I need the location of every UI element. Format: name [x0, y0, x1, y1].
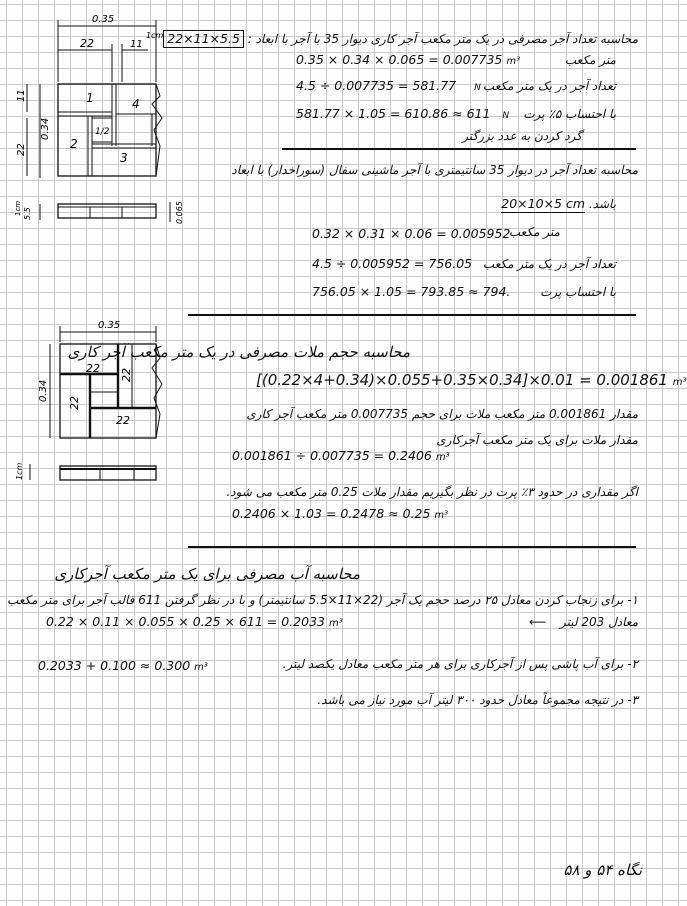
section1-note: گرد کردن به عدد بزرگتر — [462, 129, 582, 143]
section1-eq2-unit: N — [474, 83, 481, 93]
dim-brick-long: 22 — [80, 37, 94, 50]
section1-eq3-unit: N — [502, 111, 510, 121]
section1-eq2 — [296, 78, 481, 96]
section3-eq1 — [256, 372, 687, 391]
section2-title-end: باشد. — [588, 197, 616, 211]
dim2-height-total: 0.34 — [38, 379, 49, 402]
section3-eq3-unit: m³ — [434, 510, 449, 521]
section2-divider — [188, 314, 636, 316]
section2-label-count: تعداد آجر در یک متر مکعب — [482, 257, 616, 271]
section1-title — [163, 30, 638, 48]
section2-label-waste: با احتساب پرت — [540, 285, 616, 299]
section1-label-waste: با احتساب ۵٪ پرت — [523, 107, 616, 121]
section2-dims-line — [501, 196, 616, 213]
section1-title-text: محاسبه تعداد آجر مصرفی در یک متر مکعب آجر کاری دیوار 35 با آجر با ابعاد : — [247, 32, 638, 46]
section4-eq1-unit: m³ — [328, 618, 343, 629]
dim-brick-short: 11 — [130, 39, 143, 50]
section1-label-per-m3: متر مکعب — [564, 53, 616, 67]
section1-eq3-text: 581.77 × 1.05 = 610.86 ≈ 611 — [296, 106, 491, 121]
section4-item1-cont — [529, 614, 638, 630]
section4-title: محاسبه آب مصرفی برای یک متر مکعب آجرکاری — [54, 565, 360, 583]
dim-height-total: 0.34 — [40, 117, 51, 140]
section3-title: محاسبه حجم ملات مصرفی در یک متر مکعب آجر کاری — [67, 343, 410, 361]
section3-line3: مقدار ملات برای یک متر مکعب آجرکاری — [436, 433, 638, 447]
section3-eq1-unit: m³ — [672, 377, 687, 388]
brick-num-4: 4 — [132, 97, 140, 111]
section3-eq2 — [232, 448, 450, 466]
dim2-label-c: 22 — [68, 396, 81, 410]
section2-eq1: 0.32 × 0.31 × 0.06 = 0.005952 — [312, 226, 511, 241]
section2-label-per-m3: متر مکعب — [508, 225, 560, 239]
section1-label-count: تعداد آجر در یک متر مکعب — [482, 79, 616, 93]
dim2-label-a: 22 — [86, 362, 100, 375]
section3-eq2-text: 0.001861 ÷ 0.007735 = 0.2406 — [232, 448, 432, 463]
dim-course-height: 0.065 — [175, 201, 184, 224]
section4-item1: ۱- برای زنجاب کردن معادل ۲۵ درصد حجم یک آجر (22×11×5.5 سانتیمتر) و با در نظر گرفتن 611 قالب آجر برای متر مکعب — [6, 593, 638, 607]
section4-item3: ۳- در نتیجه مجموعاً معادل حدود ۳۰۰ لیتر آب مورد نیاز می باشد. — [317, 693, 638, 707]
section4-item1-cont-text: معادل 203 لیتر — [560, 615, 638, 629]
section2-eq2: 4.5 ÷ 0.005952 = 756.05 — [312, 256, 473, 271]
section1-eq3 — [296, 106, 509, 124]
dim2-joint: 1cm — [15, 462, 24, 480]
dim-course-left: 5.5 — [23, 207, 32, 220]
section4-eq1-text: 0.22 × 0.11 × 0.055 × 0.25 × 611 = 0.2033 — [46, 614, 325, 629]
section3-divider — [188, 546, 636, 548]
dim-11-left: 11 — [16, 89, 27, 102]
dim2-label-b: 22 — [120, 368, 133, 382]
section2-eq3: 756.05 × 1.05 = 793.85 ≈ 794. — [312, 284, 511, 299]
brick-plan-diagram-1 — [0, 0, 190, 240]
dim-1cm-top: 1cm — [146, 31, 164, 40]
section1-eq1-text: 0.35 × 0.34 × 0.065 = 0.007735 — [296, 52, 503, 67]
brick-plan-diagram-2 — [0, 310, 200, 490]
dim2-width-total: 0.35 — [98, 320, 121, 331]
section1-eq1 — [296, 52, 520, 70]
section1-divider — [282, 148, 636, 150]
brick-num-2: 2 — [70, 137, 78, 151]
section1-eq1-unit: m³ — [506, 56, 521, 67]
arrow-left-icon: ⟵ — [528, 615, 547, 629]
brick-num-3: 3 — [120, 151, 128, 165]
section3-line4: اگر مقداری در حدود ۳٪ پرت در نظر بگیریم مقدار ملات 0.25 متر مکعب می شود. — [226, 485, 638, 499]
section4-eq2 — [38, 658, 208, 676]
section3-eq1-text: [(0.22×4+0.34)×0.055+0.35×0.34]×0.01 = 0.001861 — [256, 371, 668, 389]
section4-eq1 — [46, 614, 343, 632]
dim-22-left: 22 — [16, 143, 27, 156]
section2-brick-dims: 20×10×5 cm — [501, 196, 585, 211]
section3-line2: مقدار 0.001861 متر مکعب ملات برای حجم 0.007735 متر مکعب آجر کاری — [246, 407, 638, 421]
dim2-label-d: 22 — [116, 414, 130, 427]
section4-item2: ۲- برای آب پاشی پس از آجرکاری برای هر متر مکعب معادل یکصد لیتر. — [282, 657, 638, 671]
section4-eq2-text: 0.2033 + 0.100 ≈ 0.300 — [38, 658, 191, 673]
section3-eq3 — [232, 506, 448, 524]
section1-eq2-text: 4.5 ÷ 0.007735 = 581.77 — [296, 78, 457, 93]
section3-eq2-unit: m³ — [435, 452, 450, 463]
footer-page-note: نگاه ۵۴ و ۵۸ — [563, 861, 642, 879]
section3-eq3-text: 0.2406 × 1.03 = 0.2478 ≈ 0.25 — [232, 506, 431, 521]
section1-brick-dims: 22×11×5.5 — [163, 30, 244, 48]
section2-title: محاسبه تعداد آجر در دیوار 35 سانتیمتری با آجر ماشینی سفال (سوراخدار) با ابعاد — [231, 163, 638, 177]
section4-eq2-unit: m³ — [194, 662, 208, 673]
brick-num-1: 1 — [86, 91, 94, 105]
brick-num-half: 1/2 — [95, 127, 110, 137]
dim-course-left-cm: 1cm — [14, 200, 22, 216]
dim-width-total: 0.35 — [92, 14, 115, 25]
